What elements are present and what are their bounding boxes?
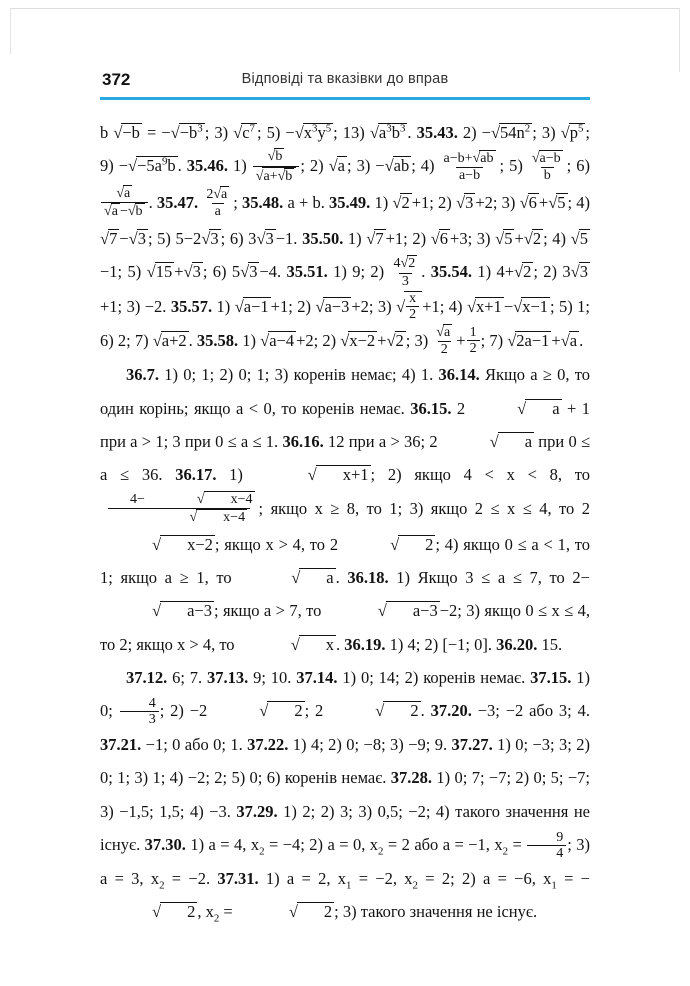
sqrt-radical: √5 [495,228,513,248]
sqrt-radical: √a [213,187,228,203]
page-header [100,70,590,100]
sqrt-radical: √ x−4 [196,492,253,508]
fraction: $\frac{4√2}{3}$ [393,256,416,289]
sqrt-radical: √b [267,149,283,165]
sqrt-radical: $√-5a^9b$ [128,155,176,176]
sqrt-radical: √ a−3 [152,601,212,621]
sqrt-radical: √x−1 [513,296,548,316]
answers-paragraph-35: b $√-b = -√-b^3$ ; 3) $√c^7$ ; $5) -√x^3y^5$ ; 13) $√a^3b^3$ . 35.43. $2) -√54n^2$ ; 3) $√p^5$ ; $9) -√-5a^9b$ . 35.46. 1) $\frac{√b}{√a+√b}$ ; 2) √a ; 3) −√ab ; 4) $\frac{a-b+√ab}{a-b}$ ; 5) $\frac{√a-b}{b}$ ; 6) $\frac{√a}{√a -√b}$ . 35.47. $\frac{2√a}{a}$ ; 35.48. a + b. 35.49. 1) √2 +1; 2) √3 +2; 3) √6 +√5 ; 4) √7 −√3 ; 5) 5−2√3 ; 6) 3√3 −1. 35.50. 1) √7 +1; 2) √6 +3; 3) √5 +√2 ; 4) √5−1; 5) √15 +√3 ; 6) 5√3 −4. 35.51. 1) 9; 2) $\frac{4√2}{3}$ . 35.54. 1) 4+√2 ; 2) 3√3+1; 3) −2. 35.57. 1) √a−1 +1; 2) √a−3 +2; 3) √ $\frac{x}{2}$ +1; 4) √x+1 −√x−1 ; 5) 1; 6) 2; 7) √a+2 . 35.58. 1) √a−4 +2; 2) √x−2 +√2 ; 3) $\frac{√a}{2}$ + $\frac{1}{2}$ ; 7) √2a−1 +√a . [100,122,591,358]
sqrt-radical: √3 [201,228,219,248]
sqrt-radical: √a [328,156,345,176]
answers-paragraph-36: 36.7. 1) 0; 1; 2) 0; 1; 3) коренів немає; 4) 1. 36.14. Якщо a ≥ 0, то один корінь; якщо a < 0, то коренів немає. 36.15. 2 √ a + 1 при a > 1; 3 при 0 ≤ a ≤ 1. 36.16. 12 при a > 36; 2 √ a при 0 ≤ a ≤ 36. 36.17. 1) √ x+1 ; 2) якщо 4 < x < 8, то $\frac{4- √ x-4}{√ x-4}$ ; якщо x ≥ 8, то 1; 3) якщо 2 ≤ x ≤ 4, то 2√ x−2 ; якщо x > 4, то 2 √ 2 ; 4) якщо 0 ≤ a < 1, то 1; якщо a ≥ 1, то √ a . 36.18. 1) Якщо 3 ≤ a ≤ 7, то 2−√ a−3 ; якщо a > 7, то √ a−3 −2; 3) якщо 0 ≤ x ≤ 4, то 2; якщо x > 4, то √ x . 36.19. 1) 4; 2) [−1; 0]. 36.20. 15. [100,365,591,654]
page-number: 372 [102,70,131,89]
sqrt-radical: √ x [290,634,334,654]
fraction: $\frac{2√a}{a}$ [206,187,228,220]
sqrt-radical: $√p^5$ [560,122,584,142]
sqrt-radical: √ 2 [152,902,196,922]
sqrt-radical: √a−1 [234,296,269,316]
sqrt-radical: √a [116,186,131,202]
sqrt-radical: √ a [517,398,560,418]
sqrt-radical: √a [104,204,118,220]
sqrt-radical: √2 [386,330,404,350]
fraction: $\frac{4}{3}$ [120,696,159,727]
fraction: $\frac{√a}{√a -√b}$ [101,185,148,220]
sqrt-radical: √6 [430,228,449,248]
sqrt-radical: √3 [570,261,588,281]
sqrt-radical: √3 [183,261,201,281]
sqrt-radical: √−b [113,123,140,142]
sqrt-radical: √ a [291,567,334,587]
sqrt-radical: √ab [472,150,494,166]
sqrt-radical: √ 2 [259,701,303,721]
sqrt-radical: √2 [400,256,416,272]
sqrt-radical: √ 2 [375,701,419,721]
sqrt-radical: √ a−3 [377,601,438,621]
sqrt-radical: √a [560,330,578,350]
page-edge-left [10,8,11,54]
sqrt-radical: √3 [256,228,274,248]
sqrt-radical: $√54n^2$ [490,122,531,142]
sqrt-radical: √2 [514,261,532,281]
sqrt-radical: √x+1 [466,296,502,316]
sqrt-radical: √ 2 [390,534,434,554]
fraction: $\frac{4- √ x-4}{√ x-4}$ [101,491,258,526]
fraction: $\frac{√a}{2}$ [436,325,451,358]
sqrt-radical: √ x−2 [152,534,213,554]
sqrt-radical: √x−2 [340,330,376,350]
page-edge-top [10,8,680,9]
sqrt-radical: $√c^7$ [233,122,255,142]
sqrt-radical: √2a−1 [507,330,550,350]
header-rule [100,97,590,100]
sqrt-radical: √ $\frac{x}{2}$ [396,291,422,323]
sqrt-radical: √15 [146,261,173,281]
answers-paragraph-37: 37.12. 6; 7. 37.13. 9; 10. 37.14. 1) 0; 14; 2) коренів немає. 37.15. 1) 0; $\frac{4}{3}$ ; 2) −2 √ 2 ; 2 √ 2 . 37.20. −3; −2 або 3; 4. 37.21. −1; 0 або 0; 1. 37.22. 1) 4; 2) 0; −8; 3) −9; 9. 37.27. 1) 0; −3; 3; 2) 0; 1; 3) 1; 4) −2; 2; 5) 0; 6) коренів немає. 37.28. 1) 0; 7; −7; 2) 0; 5; −7; 3) −1,5; 1,5; 4) −3. 37.29. 1) 2; 2) 3; 3) 0,5; −2; 4) такого значення не існує. 37.30. 1) a = 4, $x_2 = -4$; 2) a = 0, $x_2 = 2$ або a = −1, $x_2$ = $\frac{9}{4}$ ; 3) a = 3, $x_2 = -2$. 37.31. 1) a = 2, $x_1 = -2$, $x_2 = 2$; 2) a = −6, $x_1$ = −√ 2 , $x_2$ = √ 2 ; 3) такого значення не існує. [100,667,591,925]
fraction [253,148,300,184]
sqrt-radical: √7 [366,228,384,248]
running-head-title: Відповіді та вказівки до вправ [241,71,449,87]
sqrt-radical: √3 [128,228,146,248]
sqrt-radical: √7 [100,228,118,248]
sqrt-radical: √ a [489,432,533,452]
sqrt-radical: √b [277,168,293,184]
sqrt-radical: √2 [523,228,542,248]
sqrt-radical: √a−3 [315,296,350,316]
fraction: $\frac{9}{4}$ [527,830,566,861]
sqrt-radical: √ab [384,156,410,176]
sqrt-radical: √5 [570,228,588,248]
sqrt-radical: √3 [456,192,474,212]
sqrt-radical: √a−b [531,150,561,166]
sqrt-radical: √3 [240,261,258,281]
fraction: $\frac{√a-b}{b}$ [531,150,561,184]
sqrt-radical: √a+2 [152,330,187,350]
sqrt-radical: √a [436,325,451,341]
sqrt-radical: √ x−4 [189,510,246,526]
fraction: $\frac{1}{2}$ [467,325,480,356]
sqrt-radical: $√a^3b^3$ [369,122,406,142]
page-edge-right [679,8,680,72]
fraction: $\frac{x}{2}$ [406,291,419,322]
sqrt-radical: √ x+1 [307,465,369,485]
sqrt-radical: √a−4 [260,330,295,350]
sqrt-radical: √5 [548,192,566,212]
sqrt-radical: $√-b^3$ [170,122,203,142]
sqrt-radical: √ 2 [288,902,333,922]
fraction: $\frac{a-b+√ab}{a-b}$ [443,150,494,184]
sqrt-radical: √6 [519,192,537,212]
sqrt-radical: √a+√b [256,167,297,185]
sqrt-radical: $√x^3y^5$ [294,122,332,142]
sqrt-radical: √b [127,204,143,220]
answers-text [100,116,590,929]
sqrt-radical: √2 [392,192,410,212]
